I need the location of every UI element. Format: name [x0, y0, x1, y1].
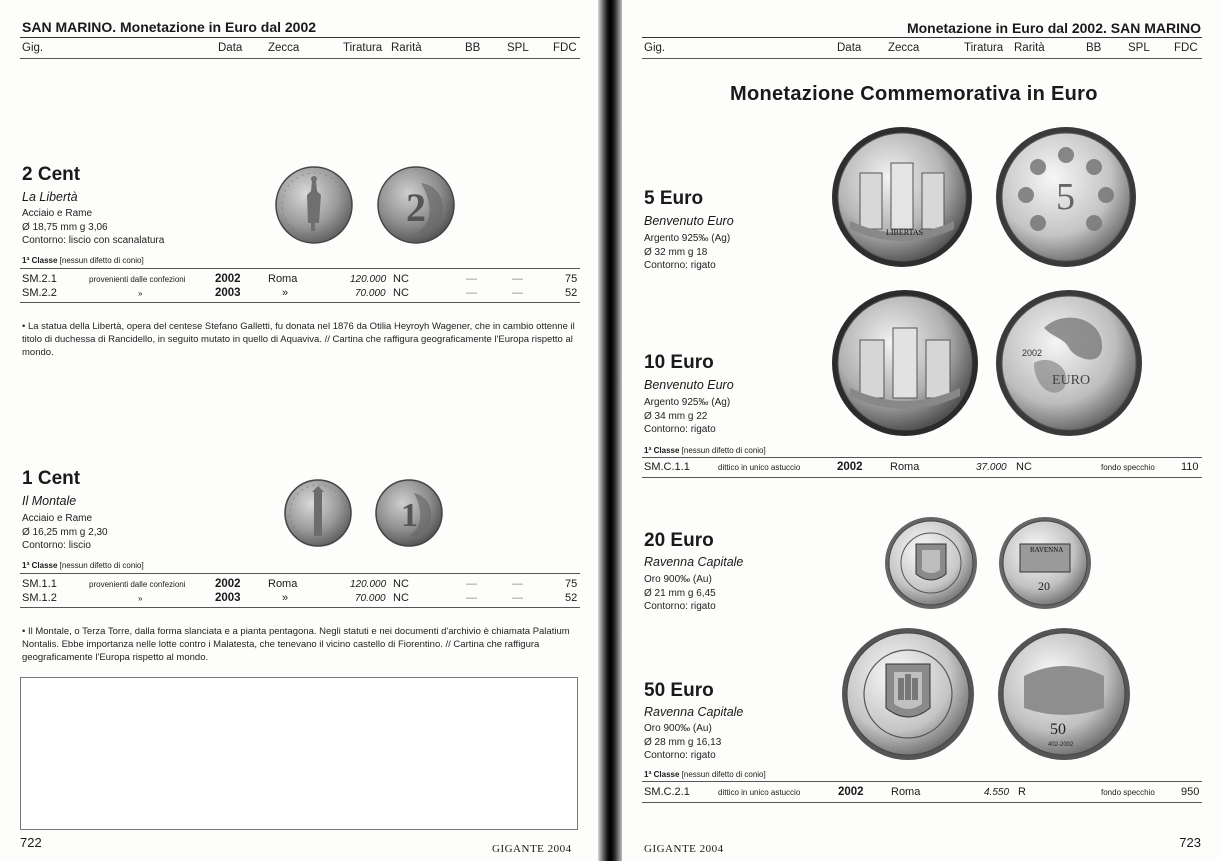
classe-label: [644, 446, 766, 455]
table-rule: [20, 302, 580, 303]
empty-box: [20, 677, 578, 830]
coin-name: La Libertà: [22, 190, 78, 204]
spec-line: Contorno: rigato: [644, 750, 716, 761]
cell-mint: »: [282, 592, 289, 604]
section-title: Monetazione Commemorativa in Euro: [730, 83, 1098, 105]
svg-text:1: 1: [401, 497, 418, 534]
cell-tiratura: 120.000: [350, 579, 387, 590]
cell-extra: fondo specchio: [1101, 463, 1155, 472]
cell-spl: —: [512, 592, 523, 604]
col-data: Data: [218, 42, 243, 54]
denomination: 50 Euro: [644, 680, 714, 701]
cell-bb: —: [466, 578, 477, 590]
col-bb: BB: [465, 42, 481, 54]
coin-specs: [22, 512, 108, 553]
libertas-text: LIBERTAS: [886, 228, 924, 237]
classe-note: [nessun difetto di conio]: [679, 446, 766, 455]
coin-specs: [22, 207, 164, 248]
cell-tiratura: 70.000: [355, 593, 386, 604]
denomination: 20 Euro: [644, 530, 714, 551]
cell-note: »: [138, 289, 143, 298]
5-euro-reverse-image: [994, 125, 1138, 269]
col-gig: Gig.: [22, 42, 44, 54]
year-text: 2002: [1022, 348, 1043, 358]
cell-spl: —: [512, 287, 523, 299]
spec-line: Contorno: rigato: [644, 424, 716, 435]
cell-extra: fondo specchio: [1101, 788, 1155, 797]
1-cent-obverse-image: [283, 478, 353, 548]
cell-note: dittico in unico astuccio: [718, 788, 801, 797]
col-data: Data: [837, 42, 862, 54]
classe-note: [nessun difetto di conio]: [57, 256, 144, 265]
column-rule: [20, 58, 580, 59]
coin-specs: [644, 573, 716, 614]
cell-mint: Roma: [891, 786, 921, 798]
spec-line: Oro 900‰ (Au): [644, 723, 712, 734]
cell-mint: Roma: [890, 461, 920, 473]
col-rarita: Rarità: [391, 42, 422, 54]
classe-note: [nessun difetto di conio]: [57, 561, 144, 570]
50-euro-reverse-image: [996, 626, 1132, 762]
cell-fdc: 75: [565, 578, 578, 590]
spec-line: Oro 900‰ (Au): [644, 574, 712, 585]
2-cent-obverse-image: [274, 165, 354, 245]
cell-note: provenienti dalle confezioni: [89, 275, 186, 284]
classe-note: [nessun difetto di conio]: [679, 770, 766, 779]
cell-fdc: 950: [1181, 786, 1200, 798]
table-row: [642, 461, 1202, 475]
twenty-text: 20: [1038, 579, 1050, 593]
table-row: [20, 287, 580, 301]
denomination: 1 Cent: [22, 468, 81, 489]
cell-bb: —: [466, 287, 477, 299]
ravenna-text: RAVENNA: [1030, 546, 1064, 554]
cell-spl: —: [512, 578, 523, 590]
cell-rarity: NC: [393, 592, 409, 604]
cell-code: SM.1.1: [22, 578, 57, 590]
10-euro-obverse-image: [830, 288, 980, 438]
cell-rarity: NC: [393, 578, 409, 590]
coin-name: Ravenna Capitale: [644, 555, 744, 569]
coin-name: Benvenuto Euro: [644, 214, 734, 228]
spec-line: Contorno: liscio con scanalatura: [22, 235, 165, 246]
spec-line: Ø 21 mm g 6,45: [644, 587, 716, 599]
table-rule: [20, 607, 580, 608]
cell-year: 2002: [215, 273, 241, 285]
page-number: 723: [1179, 835, 1201, 850]
spec-line: Acciaio e Rame: [22, 208, 93, 219]
spec-line: Ø 28 mm g 16,13: [644, 736, 722, 748]
5-euro-obverse-image: [830, 125, 974, 269]
spec-line: Argento 925‰ (Ag): [644, 233, 731, 244]
table-rule: [20, 268, 580, 269]
five-numeral: 5: [1056, 176, 1075, 218]
coin-name: Benvenuto Euro: [644, 378, 734, 392]
col-zecca: Zecca: [888, 42, 920, 54]
col-gig: Gig.: [644, 42, 666, 54]
20-euro-obverse-image: [884, 516, 978, 610]
cell-bb: —: [466, 273, 477, 285]
fifty-text: 50: [1050, 721, 1066, 738]
1-cent-reverse-image: [374, 478, 444, 548]
footer-label: GIGANTE 2004: [644, 843, 724, 855]
col-zecca: Zecca: [268, 42, 300, 54]
col-fdc: FDC: [1174, 42, 1198, 54]
cell-note: provenienti dalle confezioni: [89, 580, 186, 589]
cell-tiratura: 70.000: [355, 288, 386, 299]
spec-line: Ø 16,25 mm g 2,30: [22, 526, 108, 538]
cell-spl: —: [512, 273, 523, 285]
col-tiratura: Tiratura: [343, 42, 383, 54]
table-row: [20, 578, 580, 592]
spec-line: Contorno: rigato: [644, 260, 716, 271]
cell-tiratura: 120.000: [350, 274, 387, 285]
classe-bold: 1ª Classe: [22, 561, 58, 570]
right-page: [622, 0, 1221, 861]
left-page: [0, 0, 598, 861]
footnote: • La statua della Libertà, opera del centese Stefano Galletti, fu donata nel 1876 da Otilia Heyroyh Wagener, che in cambio ottenne il titolo di duchessa di Rancidello, in seguito mutato in quello di Aquaviva. // Cartina che raffigura geograficamente l'Europa rispetto al mondo.: [22, 321, 575, 358]
header-rule: [642, 37, 1202, 38]
cell-fdc: 52: [565, 592, 578, 604]
cell-year: 2003: [215, 287, 241, 299]
cell-year: 2002: [838, 786, 864, 798]
col-spl: SPL: [1128, 42, 1150, 54]
column-rule: [642, 58, 1202, 59]
book-gutter: [598, 0, 622, 861]
spec-line: Ø 32 mm g 18: [644, 246, 708, 258]
coin-name: Il Montale: [22, 494, 77, 508]
cell-mint: »: [282, 287, 289, 299]
50-euro-obverse-image: [840, 626, 976, 762]
cell-code: SM.2.1: [22, 273, 57, 285]
denomination: 2 Cent: [22, 164, 81, 185]
col-spl: SPL: [507, 42, 529, 54]
coin-specs: [644, 232, 730, 273]
table-rule: [642, 477, 1202, 478]
spec-line: Ø 34 mm g 22: [644, 410, 708, 422]
cell-note: dittico in unico astuccio: [718, 463, 801, 472]
footer-label: GIGANTE 2004: [492, 843, 572, 855]
coin-name: Ravenna Capitale: [644, 705, 744, 719]
cell-mint: Roma: [268, 578, 298, 590]
20-euro-reverse-image: [998, 516, 1092, 610]
left-page-header: SAN MARINO. Monetazione in Euro dal 2002: [22, 19, 317, 35]
table-rule: [20, 573, 580, 574]
cell-code: SM.C.2.1: [644, 786, 690, 798]
denomination: 10 Euro: [644, 352, 714, 373]
coin-specs: [644, 722, 721, 763]
cell-rarity: NC: [393, 273, 409, 285]
denomination: 5 Euro: [644, 188, 704, 209]
cell-fdc: 75: [565, 273, 578, 285]
col-tiratura: Tiratura: [964, 42, 1004, 54]
right-page-header: Monetazione in Euro dal 2002. SAN MARINO: [906, 20, 1201, 36]
cell-rarity: R: [1018, 786, 1026, 798]
svg-text:2: 2: [406, 185, 426, 230]
classe-label: [644, 770, 766, 779]
footnote: • Il Montale, o Terza Torre, dalla forma slanciata e a pianta pentagona. Negli statuti e nei documenti d'archivio è chiamata Palatium Nontalis. Ebbe importanza nelle lotte contro i Malatesta, che tenevano il vicino castello di Fiorentino. // Cartina che raffigura geograficamente l'Europa rispetto al mondo.: [22, 626, 570, 663]
col-fdc: FDC: [553, 42, 577, 54]
classe-label: [22, 256, 144, 265]
table-row: [20, 273, 580, 287]
cell-rarity: NC: [1016, 461, 1032, 473]
classe-bold: 1ª Classe: [644, 770, 680, 779]
cell-year: 2002: [837, 461, 863, 473]
cell-fdc: 52: [565, 287, 578, 299]
page-number: 722: [20, 835, 42, 850]
cell-year: 2003: [215, 592, 241, 604]
classe-bold: 1ª Classe: [644, 446, 680, 455]
table-rule: [642, 457, 1202, 458]
cell-code: SM.1.2: [22, 592, 57, 604]
euro-text: EURO: [1052, 373, 1091, 388]
cell-tiratura: 37.000: [976, 462, 1007, 473]
coin-specs: [644, 396, 730, 437]
cell-tiratura: 4.550: [984, 787, 1010, 798]
cell-bb: —: [466, 592, 477, 604]
table-rule: [642, 781, 1202, 782]
cell-code: SM.2.2: [22, 287, 57, 299]
cell-rarity: NC: [393, 287, 409, 299]
header-rule: [20, 37, 580, 38]
classe-label: [22, 561, 144, 570]
classe-bold: 1ª Classe: [22, 256, 58, 265]
spec-line: Contorno: liscio: [22, 540, 91, 551]
col-bb: BB: [1086, 42, 1102, 54]
table-row: [642, 786, 1202, 800]
cell-code: SM.C.1.1: [644, 461, 690, 473]
spec-line: Ø 18,75 mm g 3,06: [22, 221, 108, 233]
col-rarita: Rarità: [1014, 42, 1045, 54]
spec-line: Acciaio e Rame: [22, 513, 93, 524]
cell-year: 2002: [215, 578, 241, 590]
table-rule: [642, 802, 1202, 803]
dates-text: 402-2002: [1048, 742, 1074, 748]
cell-note: »: [138, 594, 143, 603]
10-euro-reverse-image: [994, 288, 1144, 438]
spec-line: Contorno: rigato: [644, 601, 716, 612]
table-row: [20, 592, 580, 606]
2-cent-reverse-image: [376, 165, 456, 245]
cell-mint: Roma: [268, 273, 298, 285]
spec-line: Argento 925‰ (Ag): [644, 397, 731, 408]
cell-fdc: 110: [1181, 461, 1199, 473]
